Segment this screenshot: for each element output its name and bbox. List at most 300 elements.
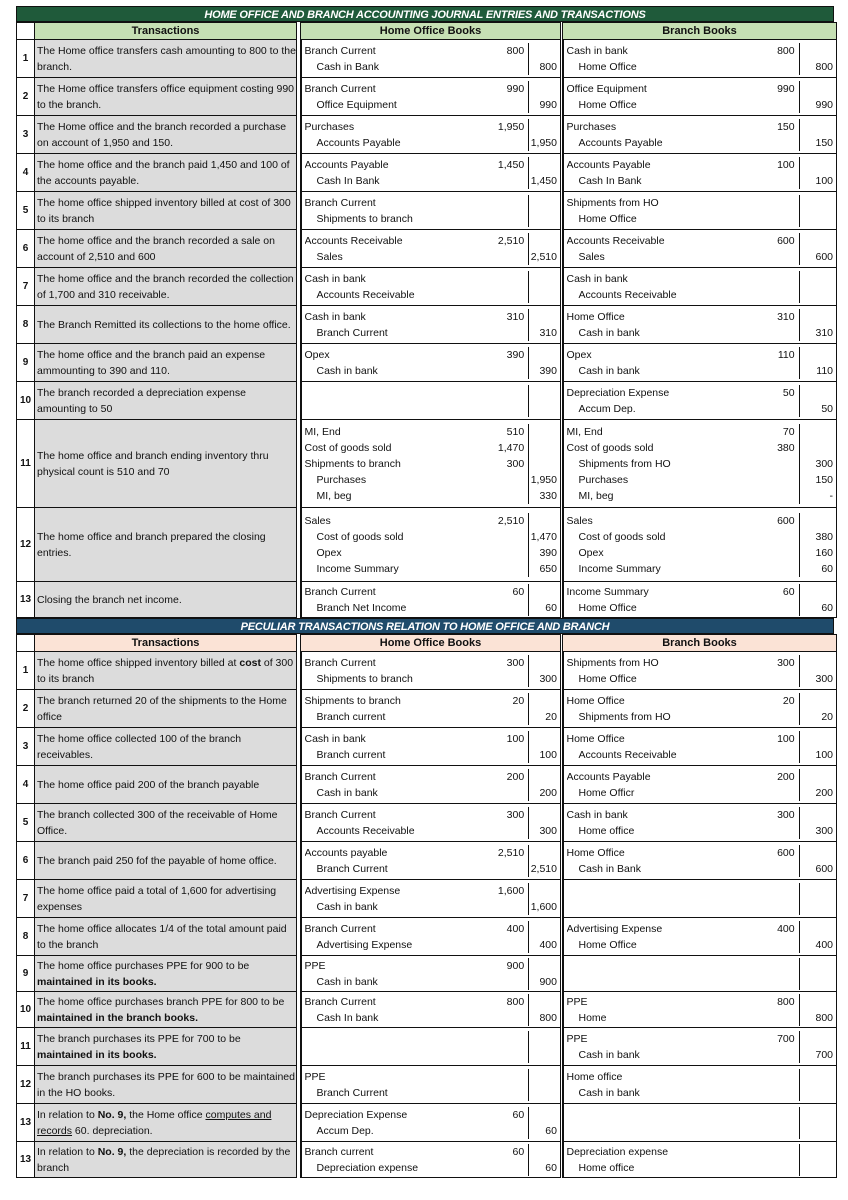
header-transactions: Transactions <box>35 23 297 40</box>
credit-amount: 380 <box>799 529 836 545</box>
header-branch-books: Branch Books <box>563 635 837 652</box>
home-amount-cell <box>481 918 561 956</box>
credit-amount: 300 <box>799 671 836 687</box>
debit-amount <box>481 785 529 801</box>
account-name: Accounts Payable <box>316 137 401 149</box>
transaction-description: The Home office and the branch recorded a purchase on account of 1,950 and 150. <box>35 116 297 154</box>
account-name: Home office <box>578 1162 635 1174</box>
debit-amount: 1,600 <box>497 885 525 897</box>
header-number-cell <box>17 23 35 40</box>
debit-amount: 150 <box>777 121 795 133</box>
branch-account-cell <box>563 880 743 918</box>
account-name: Branch Current <box>316 863 388 875</box>
branch-account-cell <box>563 230 743 268</box>
home-account-cell <box>301 804 481 842</box>
journal-row <box>17 956 837 992</box>
account-name: Depreciation expense <box>566 1146 669 1158</box>
row-number: 13 <box>17 1104 35 1142</box>
header-home-office-books: Home Office Books <box>301 23 561 40</box>
row-number: 7 <box>17 268 35 306</box>
credit-amount <box>799 769 836 785</box>
row-number: 3 <box>17 728 35 766</box>
account-name: MI, beg <box>578 490 614 502</box>
debit-amount <box>481 488 529 504</box>
debit-amount <box>743 861 799 877</box>
credit-amount <box>528 440 560 456</box>
row-number: 6 <box>17 842 35 880</box>
branch-account-cell <box>563 728 743 766</box>
credit-amount <box>528 513 560 529</box>
account-name: Cash in bank <box>304 311 366 323</box>
transaction-description: The home office and the branch recorded a sale on account of 2,510 and 600 <box>35 230 297 268</box>
branch-amount-cell <box>743 582 837 618</box>
account-name: Home Office <box>566 847 625 859</box>
home-account-cell <box>301 728 481 766</box>
transaction-description: The home office shipped inventory billed at cost of 300 to its branch <box>35 192 297 230</box>
account-name: Depreciation expense <box>316 1162 419 1174</box>
home-account-cell <box>301 230 481 268</box>
account-name <box>567 899 743 915</box>
credit-amount: 60 <box>799 561 836 577</box>
row-number: 9 <box>17 344 35 382</box>
home-amount-cell <box>481 652 561 690</box>
credit-amount <box>799 309 836 325</box>
debit-amount <box>743 325 799 341</box>
journal-row <box>17 192 837 230</box>
debit-amount: 990 <box>777 83 795 95</box>
transaction-description: The home office and branch prepared the closing entries. <box>35 508 297 582</box>
account-name: Purchases <box>578 474 629 486</box>
credit-amount <box>799 1085 836 1101</box>
account-name: PPE <box>304 1071 326 1083</box>
account-name: Purchases <box>304 121 355 133</box>
account-name: Cash in bank <box>578 365 640 377</box>
credit-amount <box>528 807 560 823</box>
account-name: Cash In Bank <box>316 175 380 187</box>
account-name <box>567 1123 743 1139</box>
debit-amount: 2,510 <box>497 847 525 859</box>
branch-amount-cell <box>743 306 837 344</box>
debit-amount <box>743 937 799 953</box>
transaction-description: The home office paid 200 of the branch payable <box>35 766 297 804</box>
home-amount-cell <box>481 766 561 804</box>
debit-amount: 60 <box>512 1109 525 1121</box>
debit-amount <box>481 1010 529 1026</box>
debit-amount <box>481 561 529 577</box>
debit-amount <box>743 363 799 379</box>
debit-amount: 100 <box>506 733 525 745</box>
branch-amount-cell <box>743 508 837 582</box>
credit-amount <box>799 385 836 401</box>
row-number: 11 <box>17 1028 35 1066</box>
account-name: Cost of goods sold <box>566 442 654 454</box>
credit-amount: 310 <box>799 325 836 341</box>
branch-account-cell <box>563 918 743 956</box>
account-name: Purchases <box>316 474 367 486</box>
branch-amount-cell <box>743 652 837 690</box>
credit-amount: 2,510 <box>528 249 560 265</box>
header-home-office-books: Home Office Books <box>301 635 561 652</box>
account-name: Shipments from HO <box>566 197 659 209</box>
row-number: 1 <box>17 652 35 690</box>
journal-row <box>17 804 837 842</box>
branch-account-cell <box>563 690 743 728</box>
debit-amount: 300 <box>506 458 525 470</box>
credit-amount <box>799 883 836 899</box>
debit-amount: 800 <box>777 45 795 57</box>
header-transactions: Transactions <box>35 635 297 652</box>
account-name <box>567 974 743 990</box>
row-number: 11 <box>17 420 35 508</box>
account-name: Branch Current <box>316 327 388 339</box>
branch-amount-cell <box>743 842 837 880</box>
transaction-description: The branch recorded a depreciation expense amounting to 50 <box>35 382 297 420</box>
debit-amount <box>743 709 799 725</box>
transaction-description: Closing the branch net income. <box>35 582 297 618</box>
home-account-cell <box>301 1028 481 1066</box>
row-number: 8 <box>17 918 35 956</box>
debit-amount <box>481 271 529 287</box>
debit-amount <box>481 472 529 488</box>
debit-amount <box>481 1160 529 1176</box>
credit-amount <box>799 1144 836 1160</box>
home-account-cell <box>301 382 481 420</box>
debit-amount <box>481 325 529 341</box>
row-number: 13 <box>17 1142 35 1178</box>
transaction-description: In relation to No. 9, the depreciation is recorded by the branch <box>35 1142 297 1178</box>
debit-amount <box>481 401 529 417</box>
row-number: 6 <box>17 230 35 268</box>
account-name: Home office <box>578 825 635 837</box>
account-name: MI, End <box>566 426 603 438</box>
transaction-description: In relation to No. 9, the Home office computes and records 60. depreciation. <box>35 1104 297 1142</box>
section2-table <box>16 634 837 1178</box>
account-name: Branch Current <box>304 197 376 209</box>
credit-amount: 900 <box>528 974 560 990</box>
credit-amount: 390 <box>528 363 560 379</box>
account-name <box>305 1047 481 1063</box>
transaction-description: The home office paid a total of 1,600 for advertising expenses <box>35 880 297 918</box>
journal-row <box>17 306 837 344</box>
debit-amount <box>481 97 529 113</box>
account-name: Shipments to branch <box>304 695 401 707</box>
account-name: Cash in bank <box>566 809 628 821</box>
credit-amount <box>799 119 836 135</box>
account-name: Shipments from HO <box>578 458 671 470</box>
debit-amount <box>743 545 799 561</box>
credit-amount: 400 <box>528 937 560 953</box>
account-name <box>305 385 481 401</box>
branch-account-cell <box>563 508 743 582</box>
debit-amount <box>481 1069 529 1085</box>
debit-amount <box>743 271 799 287</box>
home-account-cell <box>301 880 481 918</box>
credit-amount: 800 <box>799 59 836 75</box>
home-amount-cell <box>481 1142 561 1178</box>
branch-account-cell <box>563 1142 743 1178</box>
credit-amount <box>799 845 836 861</box>
credit-amount <box>528 43 560 59</box>
credit-amount: 990 <box>528 97 560 113</box>
credit-amount: 800 <box>528 1010 560 1026</box>
home-amount-cell <box>481 382 561 420</box>
credit-amount <box>528 731 560 747</box>
credit-amount <box>528 211 560 227</box>
home-amount-cell <box>481 116 561 154</box>
account-name: Branch current <box>304 1146 374 1158</box>
branch-account-cell <box>563 582 743 618</box>
credit-amount: 800 <box>528 59 560 75</box>
account-name: Cash in bank <box>566 45 628 57</box>
debit-amount <box>481 1085 529 1101</box>
section1-table <box>16 22 837 618</box>
account-name: Opex <box>578 547 604 559</box>
account-name: Shipments to branch <box>316 213 413 225</box>
home-amount-cell <box>481 992 561 1028</box>
journal-row <box>17 1142 837 1178</box>
credit-amount <box>528 958 560 974</box>
account-name: Sales <box>578 251 605 263</box>
debit-amount <box>481 211 529 227</box>
home-account-cell <box>301 420 481 508</box>
account-name: Cash in bank <box>578 1087 640 1099</box>
credit-amount <box>799 440 836 456</box>
journal-sheet <box>16 6 834 1178</box>
home-account-cell <box>301 116 481 154</box>
section2-banner: PECULIAR TRANSACTIONS RELATION TO HOME OFFICE AND BRANCH <box>16 618 834 634</box>
account-name: Sales <box>316 251 343 263</box>
branch-account-cell <box>563 78 743 116</box>
credit-amount <box>528 287 560 303</box>
debit-amount <box>743 1123 799 1139</box>
account-name: Cost of goods sold <box>304 442 392 454</box>
credit-amount <box>528 271 560 287</box>
home-account-cell <box>301 40 481 78</box>
credit-amount <box>528 693 560 709</box>
branch-amount-cell <box>743 1142 837 1178</box>
account-name: Home Office <box>578 673 637 685</box>
credit-amount: 110 <box>799 363 836 379</box>
credit-amount: 400 <box>799 937 836 953</box>
debit-amount: 400 <box>777 923 795 935</box>
account-name: Purchases <box>566 121 617 133</box>
row-number: 10 <box>17 382 35 420</box>
account-name: Cash in bank <box>304 733 366 745</box>
debit-amount <box>743 561 799 577</box>
journal-row <box>17 344 837 382</box>
account-name: Advertising Expense <box>304 885 401 897</box>
account-name: Cost of goods sold <box>316 531 404 543</box>
account-name: Branch current <box>316 711 386 723</box>
debit-amount <box>743 899 799 915</box>
debit-amount <box>743 173 799 189</box>
account-name: Accounts Payable <box>304 159 389 171</box>
account-name: Sales <box>566 515 593 527</box>
debit-amount: 1,450 <box>497 159 525 171</box>
branch-account-cell <box>563 306 743 344</box>
debit-amount <box>481 363 529 379</box>
credit-amount: 60 <box>528 1160 560 1176</box>
home-account-cell <box>301 154 481 192</box>
debit-amount: 310 <box>506 311 525 323</box>
debit-amount: 700 <box>777 1033 795 1045</box>
credit-amount <box>528 1085 560 1101</box>
branch-account-cell <box>563 420 743 508</box>
credit-amount <box>799 584 836 600</box>
debit-amount <box>481 195 529 211</box>
debit-amount <box>743 456 799 472</box>
debit-amount: 70 <box>782 426 795 438</box>
home-amount-cell <box>481 420 561 508</box>
debit-amount: 60 <box>512 1146 525 1158</box>
journal-row <box>17 766 837 804</box>
transaction-description: The branch purchases its PPE for 700 to be maintained in its books. <box>35 1028 297 1066</box>
account-name: Home Office <box>566 311 625 323</box>
account-name: Accounts Payable <box>566 159 651 171</box>
account-name <box>305 1031 481 1047</box>
debit-amount <box>481 249 529 265</box>
row-number: 9 <box>17 956 35 992</box>
transaction-description: The home office purchases branch PPE for 800 to be maintained in the branch books. <box>35 992 297 1028</box>
credit-amount <box>799 1069 836 1085</box>
branch-account-cell <box>563 1066 743 1104</box>
credit-amount: 600 <box>799 861 836 877</box>
branch-account-cell <box>563 652 743 690</box>
credit-amount: 2,510 <box>528 861 560 877</box>
credit-amount <box>528 456 560 472</box>
credit-amount: 300 <box>528 671 560 687</box>
account-name: Branch Current <box>304 657 376 669</box>
debit-amount: 400 <box>506 923 525 935</box>
transaction-description: The home office purchases PPE for 900 to be maintained in its books. <box>35 956 297 992</box>
debit-amount <box>743 97 799 113</box>
home-account-cell <box>301 306 481 344</box>
account-name: Branch Current <box>304 771 376 783</box>
debit-amount: 990 <box>506 83 525 95</box>
debit-amount <box>481 173 529 189</box>
section1-banner: HOME OFFICE AND BRANCH ACCOUNTING JOURNAL ENTRIES AND TRANSACTIONS <box>16 6 834 22</box>
credit-amount <box>528 1144 560 1160</box>
credit-amount: 200 <box>799 785 836 801</box>
debit-amount: 300 <box>506 809 525 821</box>
debit-amount: 100 <box>777 159 795 171</box>
row-number: 2 <box>17 690 35 728</box>
home-amount-cell <box>481 306 561 344</box>
branch-account-cell <box>563 1028 743 1066</box>
credit-amount <box>528 233 560 249</box>
credit-amount <box>799 43 836 59</box>
credit-amount: 160 <box>799 545 836 561</box>
account-name: Cash in bank <box>316 787 378 799</box>
branch-amount-cell <box>743 230 837 268</box>
home-amount-cell <box>481 230 561 268</box>
branch-account-cell <box>563 154 743 192</box>
credit-amount: 990 <box>799 97 836 113</box>
account-name: Branch Current <box>304 996 376 1008</box>
journal-row <box>17 992 837 1028</box>
journal-row <box>17 268 837 306</box>
credit-amount: - <box>799 488 836 504</box>
credit-amount <box>799 1123 836 1139</box>
credit-amount <box>528 845 560 861</box>
account-name: Branch current <box>316 749 386 761</box>
credit-amount: 700 <box>799 1047 836 1063</box>
transaction-description: The branch paid 250 fof the payable of home office. <box>35 842 297 880</box>
home-amount-cell <box>481 582 561 618</box>
account-name <box>305 401 481 417</box>
debit-amount <box>481 59 529 75</box>
home-account-cell <box>301 992 481 1028</box>
journal-row <box>17 116 837 154</box>
row-number: 8 <box>17 306 35 344</box>
branch-amount-cell <box>743 420 837 508</box>
account-name: Shipments to branch <box>304 458 401 470</box>
branch-amount-cell <box>743 344 837 382</box>
home-amount-cell <box>481 508 561 582</box>
debit-amount: 20 <box>512 695 525 707</box>
transaction-description: The home office allocates 1/4 of the total amount paid to the branch <box>35 918 297 956</box>
header-number-cell <box>17 635 35 652</box>
debit-amount: 200 <box>777 771 795 783</box>
journal-row <box>17 40 837 78</box>
branch-amount-cell <box>743 1104 837 1142</box>
credit-amount: 20 <box>799 709 836 725</box>
debit-amount <box>743 785 799 801</box>
account-name: Home office <box>566 1071 623 1083</box>
branch-amount-cell <box>743 40 837 78</box>
account-name: Opex <box>316 547 342 559</box>
credit-amount <box>528 584 560 600</box>
debit-amount <box>481 709 529 725</box>
credit-amount <box>528 1069 560 1085</box>
credit-amount <box>528 424 560 440</box>
account-name: Branch Net Income <box>316 602 407 614</box>
account-name: Accounts Receivable <box>304 235 403 247</box>
account-name: Cash in bank <box>316 976 378 988</box>
branch-amount-cell <box>743 880 837 918</box>
row-number: 2 <box>17 78 35 116</box>
home-amount-cell <box>481 268 561 306</box>
credit-amount: 1,950 <box>528 472 560 488</box>
debit-amount: 600 <box>777 515 795 527</box>
home-amount-cell <box>481 192 561 230</box>
account-name: Depreciation Expense <box>304 1109 408 1121</box>
transaction-description: The home office and the branch paid an expense ammounting to 390 and 110. <box>35 344 297 382</box>
credit-amount: 20 <box>528 709 560 725</box>
home-account-cell <box>301 918 481 956</box>
debit-amount: 2,510 <box>497 235 525 247</box>
credit-amount <box>799 157 836 173</box>
account-name: Accounts Receivable <box>316 289 415 301</box>
home-account-cell <box>301 1104 481 1142</box>
credit-amount <box>799 233 836 249</box>
credit-amount <box>528 769 560 785</box>
branch-amount-cell <box>743 268 837 306</box>
branch-amount-cell <box>743 116 837 154</box>
journal-row <box>17 728 837 766</box>
credit-amount: 1,450 <box>528 173 560 189</box>
credit-amount <box>528 119 560 135</box>
debit-amount <box>481 974 529 990</box>
debit-amount <box>481 899 529 915</box>
account-name: Accounts Payable <box>566 771 651 783</box>
home-amount-cell <box>481 78 561 116</box>
credit-amount: 300 <box>528 823 560 839</box>
home-account-cell <box>301 582 481 618</box>
branch-account-cell <box>563 1104 743 1142</box>
account-name: Home Office <box>578 99 637 111</box>
journal-row <box>17 420 837 508</box>
